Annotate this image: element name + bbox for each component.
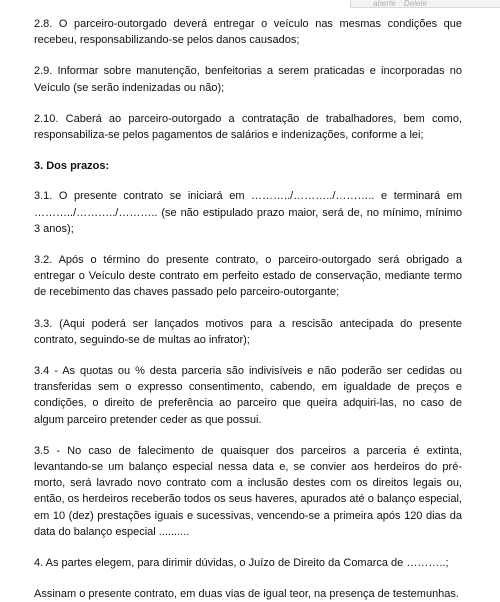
top-toolbar-fragment — [350, 0, 500, 8]
toolbar-item-aberte[interactable]: aberte — [373, 0, 396, 8]
clause-3-3: 3.3. (Aqui poderá ser lançados motivos para a rescisão antecipada do presente contrato, seguindo-se de multas ao infrator); — [34, 317, 462, 346]
clause-4: 4. As partes elegem, para dirimir dúvidas, o Juízo de Direito da Comarca de ………..; — [34, 557, 449, 570]
clause-3-1: 3.1. O presente contrato se iniciará em ………../………../……….. e terminará em ………../………../……….. (se não estipulado prazo maior, será de, no mínimo, mínimo 3 anos); — [34, 190, 462, 235]
clause-2-9: 2.9. Informar sobre manutenção, benfeitorias a serem praticadas e incorporadas no Veículo (se serão indenizadas ou não); — [34, 65, 462, 94]
toolbar-item-delete[interactable]: Delete — [403, 0, 428, 8]
clause-2-8: 2.8. O parceiro-outorgado deverá entregar o veículo nas mesmas condições que recebeu, responsabilizando-se pelos danos causados; — [34, 18, 462, 47]
document-body — [34, 16, 462, 602]
clause-2-10: 2.10. Caberá ao parceiro-outorgado a contratação de trabalhadores, bem como, responsabiliza-se pelos pagamentos de salários e indenizações, conforme a lei; — [34, 112, 462, 142]
clause-3-5: 3.5 - No caso de falecimento de quaisquer dos parceiros a parceria é extinta, levantando-se um balanço especial nessa data e, se convier aos herdeiros do pré-morto, será lavrado novo contrato com a inclusão destes com os direitos legais ou, então, os herdeiros receberão todos os seus haveres, apurados até o balanço especial, em 10 (dez) prestações iguais e sucessivas, vencendo-se a primeira após 120 dias da data do balanço especial .......... — [34, 444, 462, 538]
closing-statement: Assinam o presente contrato, em duas vias de igual teor, na presença de testemunhas. — [34, 588, 459, 601]
section-3-heading: 3. Dos prazos: — [34, 160, 110, 173]
clause-3-2: 3.2. Após o término do presente contrato, o parceiro-outorgado será obrigado a entregar o Veículo deste contrato em perfeito estado de conservação, mediante termo de recebimento das chaves passado pelo parceiro-outorgante; — [34, 254, 462, 299]
clause-3-4: 3.4 - As quotas ou % desta parceria são indivisíveis e não poderão ser cedidas ou transferidas sem o expresso consentimento, cabendo, em igualdade de preços e condições, o direito de preferência ao parceiro que queira adquiri-las, no caso de algum parceiro pretender ceder as que possui. — [34, 365, 462, 426]
